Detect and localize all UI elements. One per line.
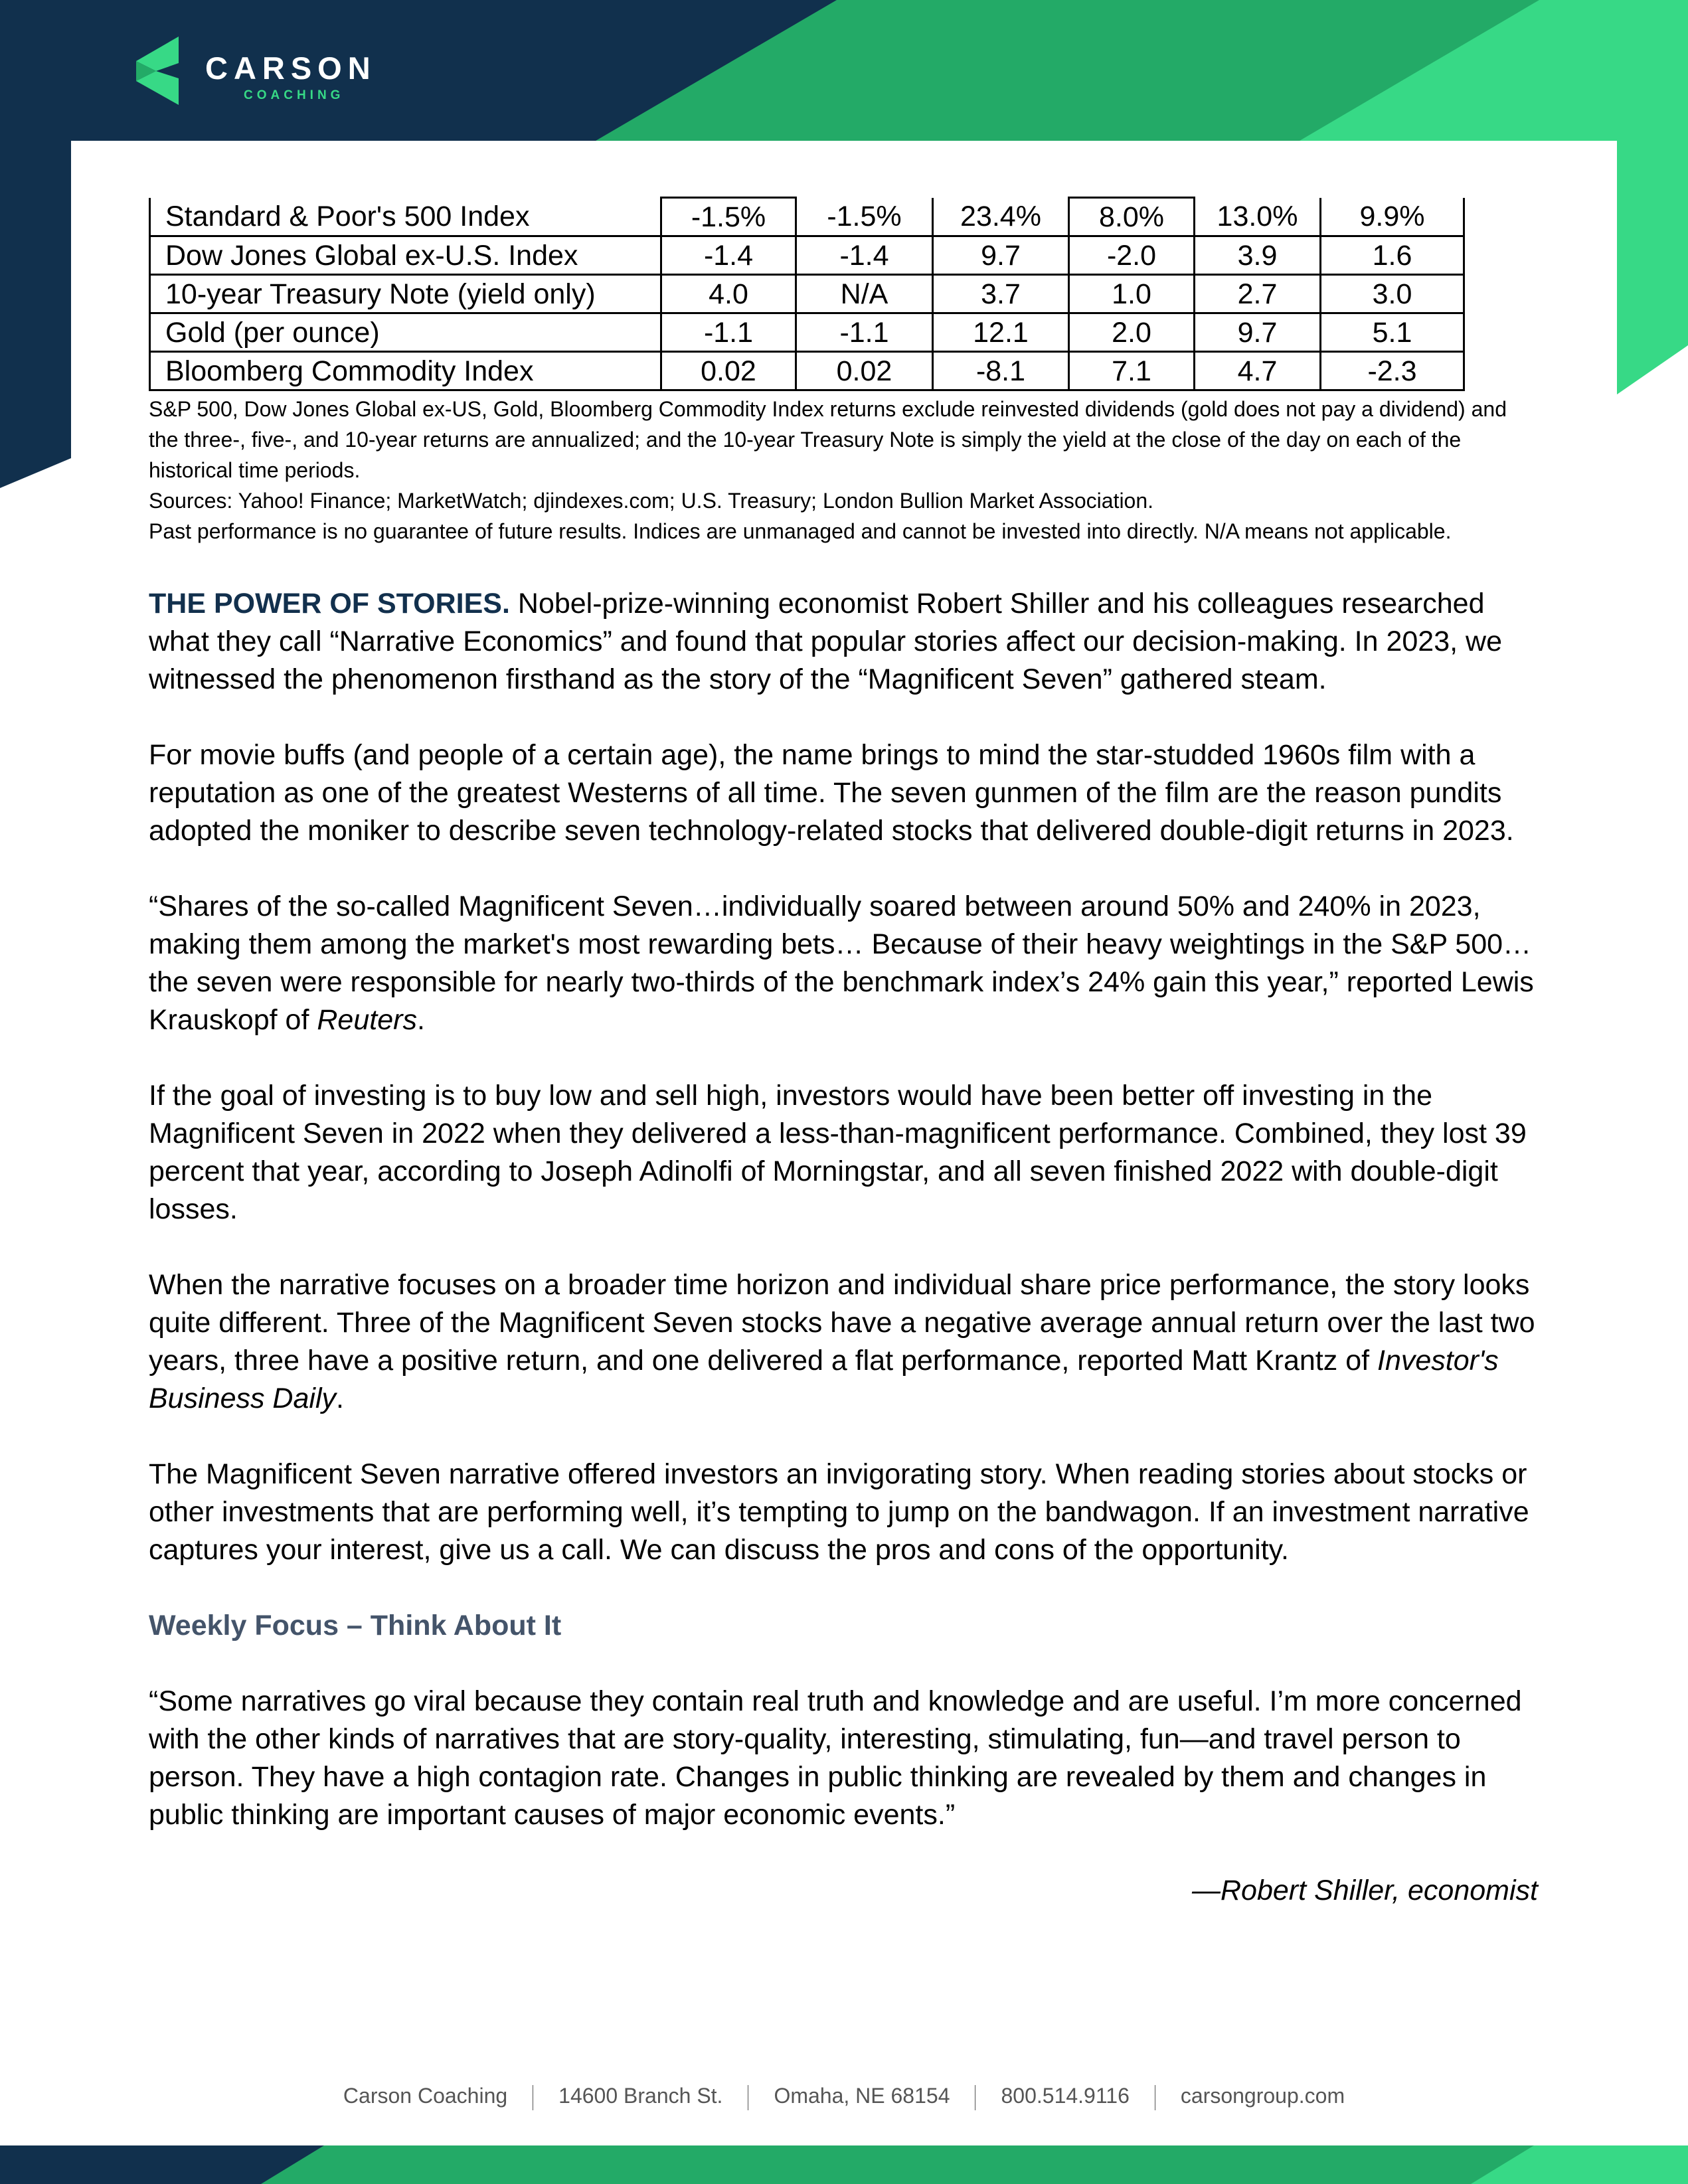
weekly-focus-quote: “Some narratives go viral because they contain real truth and knowledge and are useful. I’m more concerned with the other kinds of narratives that are story-quality, interesting, stimulating, fun—and travel person to person. They have a high contagion rate. Changes in public thinking are revealed by them and changes in public thinking are important causes of major economic events.” — [149, 1685, 1522, 1831]
table-cell: 9.7 — [933, 236, 1069, 275]
table-cell: -1.1 — [796, 313, 933, 352]
table-row — [150, 352, 1464, 390]
paragraph-text: When the narrative focuses on a broader time horizon and individual share price performance, the story looks quite different. Three of the Magnificent Seven stocks have a negative average annual return over the last two years, three have a positive return, and one delivered a flat performance, reported Matt Krantz of — [149, 1269, 1535, 1377]
article-paragraph: If the goal of investing is to buy low and sell high, investors would have been better off investing in the Magnificent Seven in 2022 when they delivered a less-than-magnificent performance. Combined, they lost 39 percent that year, according to Joseph Adinolfi of Morningstar, and all seven finished 2022 with double-digit losses. — [149, 1080, 1527, 1225]
logo-subtitle: COACHING — [244, 88, 345, 102]
page-footer — [0, 2082, 1688, 2110]
table-cell: -2.0 — [1069, 236, 1195, 275]
article-paragraph — [149, 585, 1550, 699]
article-paragraph — [149, 888, 1550, 1039]
footer-street: 14600 Branch St. — [558, 2084, 723, 2108]
table-cell: N/A — [796, 275, 933, 313]
punctuation: . — [416, 1004, 425, 1036]
table-cell: 1.6 — [1321, 236, 1464, 275]
table-cell: 1.0 — [1069, 275, 1195, 313]
table-cell: 3.7 — [933, 275, 1069, 313]
table-cell: -1.5% — [661, 198, 796, 236]
table-cell: -1.5% — [796, 198, 933, 236]
table-cell: -8.1 — [933, 352, 1069, 390]
table-cell: -1.4 — [796, 236, 933, 275]
row-label: Bloomberg Commodity Index — [150, 352, 661, 390]
publication-name: Investor's Business Daily — [149, 1345, 1499, 1414]
row-label: Dow Jones Global ex-U.S. Index — [150, 236, 661, 275]
punctuation: . — [336, 1383, 344, 1414]
returns-table — [149, 197, 1465, 391]
footer-company: Carson Coaching — [343, 2084, 508, 2108]
row-label: 10-year Treasury Note (yield only) — [150, 275, 661, 313]
carson-coaching-logo — [136, 37, 402, 103]
table-footnotes — [149, 394, 1537, 546]
table-cell: 2.0 — [1069, 313, 1195, 352]
publication-name: Reuters — [317, 1004, 417, 1036]
carson-chevron-icon — [136, 37, 179, 105]
table-cell: 0.02 — [661, 352, 796, 390]
table-cell: 2.7 — [1195, 275, 1321, 313]
sources-note: Sources: Yahoo! Finance; MarketWatch; djindexes.com; U.S. Treasury; London Bullion Market Association. — [149, 489, 1154, 513]
table-row — [150, 313, 1464, 352]
table-cell: -1.4 — [661, 236, 796, 275]
table-cell: 5.1 — [1321, 313, 1464, 352]
table-cell: 13.0% — [1195, 198, 1321, 236]
row-label: Gold (per ounce) — [150, 313, 661, 352]
article-paragraph: The Magnificent Seven narrative offered investors an invigorating story. When reading stories about stocks or other investments that are performing well, it’s tempting to jump on the bandwagon. If an investment narrative captures your interest, give us a call. We can discuss the pros and cons of the opportunity. — [149, 1458, 1529, 1566]
table-cell: 8.0% — [1069, 198, 1195, 236]
article-body — [149, 585, 1550, 1910]
table-cell: 4.0 — [661, 275, 796, 313]
footer-website: carsongroup.com — [1180, 2084, 1345, 2108]
article-paragraph: For movie buffs (and people of a certain age), the name brings to mind the star-studded 1960s film with a reputation as one of the greatest Westerns of all time. The seven gunmen of the film are the reason pundits adopted the moniker to describe seven technology-related stocks that delivered double-digit returns in 2023. — [149, 739, 1514, 847]
table-row — [150, 198, 1464, 236]
weekly-focus-title: Weekly Focus – Think About It — [149, 1610, 562, 1641]
table-cell: 4.7 — [1195, 352, 1321, 390]
methodology-note: S&P 500, Dow Jones Global ex-US, Gold, Bloomberg Commodity Index returns exclude reinvested dividends (gold does not pay a dividend) and the three-, five-, and 10-year returns are annualized; and the 10-year Treasury Note is simply the yield at the close of the day on each of the historical time periods. — [149, 397, 1507, 482]
table-cell: -2.3 — [1321, 352, 1464, 390]
table-cell: 3.9 — [1195, 236, 1321, 275]
table-cell: 9.7 — [1195, 313, 1321, 352]
quote-attribution: —Robert Shiller, economist — [1192, 1875, 1538, 1906]
table-row — [150, 275, 1464, 313]
disclaimer-note: Past performance is no guarantee of future results. Indices are unmanaged and cannot be invested into directly. N/A means not applicable. — [149, 519, 1452, 543]
table-cell: 0.02 — [796, 352, 933, 390]
table-cell: 7.1 — [1069, 352, 1195, 390]
section-heading: THE POWER OF STORIES. — [149, 588, 510, 620]
paragraph-text: “Shares of the so-called Magnificent Seven…individually soared between around 50% and 240% in 2023, making them among the market's most rewarding bets… Because of their heavy weightings in the S&P 500…the seven were responsible for nearly two-thirds of the benchmark index’s 24% gain this year,” reported Lewis Krauskopf of — [149, 890, 1534, 1036]
article-paragraph — [149, 1266, 1550, 1418]
table-cell: 3.0 — [1321, 275, 1464, 313]
page-content — [149, 197, 1543, 1948]
table-row — [150, 236, 1464, 275]
footer-phone: 800.514.9116 — [1001, 2084, 1130, 2108]
row-label: Standard & Poor's 500 Index — [150, 198, 661, 236]
weekly-focus-section — [149, 1607, 1550, 1910]
table-cell: -1.1 — [661, 313, 796, 352]
logo-wordmark: CARSON — [205, 50, 377, 86]
table-cell: 23.4% — [933, 198, 1069, 236]
table-cell: 12.1 — [933, 313, 1069, 352]
table-cell: 9.9% — [1321, 198, 1464, 236]
paragraph-text: Nobel-prize-winning economist Robert Shiller and his colleagues researched what they call “Narrative Economics” and found that popular stories affect our decision-making. In 2023, we witnessed the phenomenon firsthand as the story of the “Magnificent Seven” gathered steam. — [149, 588, 1502, 695]
footer-city: Omaha, NE 68154 — [774, 2084, 950, 2108]
